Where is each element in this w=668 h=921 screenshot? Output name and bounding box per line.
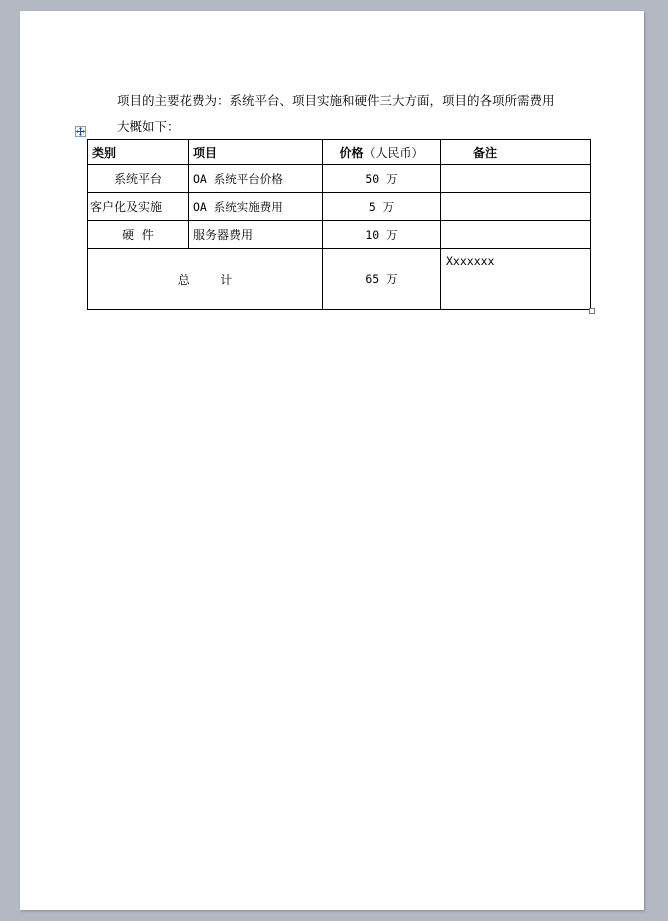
header-price-label: 价格 xyxy=(339,145,364,160)
cell-item[interactable]: OA 系统平台价格 xyxy=(189,165,323,193)
cell-remark[interactable] xyxy=(441,193,591,221)
table-total-row xyxy=(88,249,591,310)
header-category[interactable]: 类别 xyxy=(88,140,189,165)
total-label[interactable]: 总 计 xyxy=(88,249,323,310)
cost-table xyxy=(87,139,591,310)
cell-remark[interactable] xyxy=(441,165,591,193)
cell-category[interactable]: 客户化及实施 xyxy=(88,193,189,221)
total-price[interactable]: 65 万 xyxy=(323,249,441,310)
resize-square-icon[interactable] xyxy=(589,308,595,314)
intro-paragraph-line1: 项目的主要花费为：系统平台、项目实施和硬件三大方面，项目的各项所需费用 xyxy=(117,93,555,108)
document-page xyxy=(20,11,644,910)
header-price-unit: （人民币） xyxy=(363,145,424,160)
cell-price[interactable]: 50 万 xyxy=(323,165,441,193)
cell-category[interactable]: 硬 件 xyxy=(88,221,189,249)
table-row xyxy=(88,221,591,249)
header-remark[interactable] xyxy=(441,140,591,165)
cell-item[interactable]: 服务器费用 xyxy=(189,221,323,249)
cell-item[interactable]: OA 系统实施费用 xyxy=(189,193,323,221)
table-row xyxy=(88,165,591,193)
cell-price[interactable]: 10 万 xyxy=(323,221,441,249)
total-remark[interactable]: Xxxxxxx xyxy=(441,249,591,310)
header-item[interactable]: 项目 xyxy=(189,140,323,165)
cell-remark[interactable] xyxy=(441,221,591,249)
header-price[interactable] xyxy=(323,140,441,165)
header-remark-label: 备注 xyxy=(473,145,498,160)
intro-paragraph-line2: 大概如下： xyxy=(117,119,180,134)
cell-category[interactable]: 系统平台 xyxy=(88,165,189,193)
table-row xyxy=(88,193,591,221)
cell-price[interactable]: 5 万 xyxy=(323,193,441,221)
table-header-row xyxy=(88,140,591,165)
move-arrows-icon[interactable] xyxy=(75,126,86,137)
